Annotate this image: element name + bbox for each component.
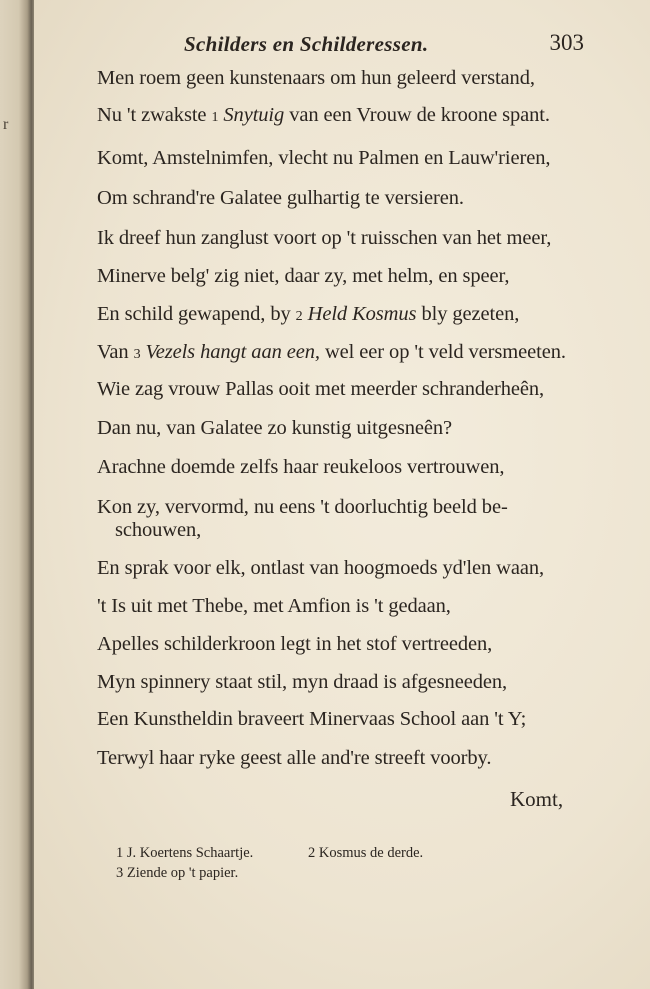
footnote-3: 3 Ziende op 't papier. — [116, 865, 239, 881]
verse-line: Dan nu, van Galatee zo kunstig uitgesneên? — [97, 417, 453, 439]
book-gutter — [0, 0, 34, 989]
verse-line: Kon zy, vervormd, nu eens 't doorluchtig beeld be- — [97, 496, 508, 518]
opposite-page-margin-mark: r — [3, 116, 9, 133]
verse-line: Apelles schilderkroon legt in het stof vertreeden, — [97, 633, 493, 655]
verse-line: En schild gewapend, by 2 Held Kosmus bly gezeten, — [97, 303, 520, 325]
footnote-marker: 3 — [133, 347, 141, 362]
footnote-2: 2 Kosmus de derde. — [308, 845, 424, 861]
verse-line: Van 3 Vezels hangt aan een, wel eer op 't veld versmeeten. — [97, 341, 566, 363]
verse-line-continuation: schouwen, — [115, 519, 202, 541]
verse-line: 't Is uit met Thebe, met Amfion is 't gedaan, — [97, 595, 451, 617]
catchword: Komt, — [510, 787, 564, 811]
verse-line: Ik dreef hun zanglust voort op 't ruisschen van het meer, — [97, 227, 552, 249]
footnotes — [116, 843, 424, 883]
verse-line: Wie zag vrouw Pallas ooit met meerder schranderheên, — [97, 378, 545, 400]
footnote-marker: 2 — [295, 309, 303, 324]
verse-line: Nu 't zwakste 1 Snytuig van een Vrouw de kroone spant. — [97, 104, 550, 126]
verse-line: Arachne doemde zelfs haar reukeloos vertrouwen, — [97, 456, 505, 478]
verse-line: Om schrand're Galatee gulhartig te versieren. — [97, 187, 464, 209]
verse-line: Minerve belg' zig niet, daar zy, met helm, en speer, — [97, 265, 510, 287]
page-header — [184, 32, 584, 62]
verse-line: Terwyl haar ryke geest alle and're streeft voorby. — [97, 747, 492, 769]
verse-line: Men roem geen kunstenaars om hun geleerd verstand, — [97, 67, 535, 89]
verse-line: Een Kunstheldin braveert Minervaas School aan 't Y; — [97, 708, 527, 730]
verse-line: En sprak voor elk, ontlast van hoogmoeds yd'len waan, — [97, 557, 545, 579]
page-number: 303 — [549, 30, 584, 55]
footnote-1: 1 J. Koertens Schaartje. — [116, 845, 254, 861]
book-page — [34, 0, 650, 989]
footnote-row — [116, 863, 253, 883]
running-head: Schilders en Schilderessen. — [184, 32, 429, 56]
verse-line: Komt, Amstelnimfen, vlecht nu Palmen en Lauw'rieren, — [97, 147, 551, 169]
verse-line: Myn spinnery staat stil, myn draad is afgesneeden, — [97, 671, 508, 693]
footnote-row — [116, 843, 424, 863]
footnote-marker: 1 — [211, 110, 219, 125]
